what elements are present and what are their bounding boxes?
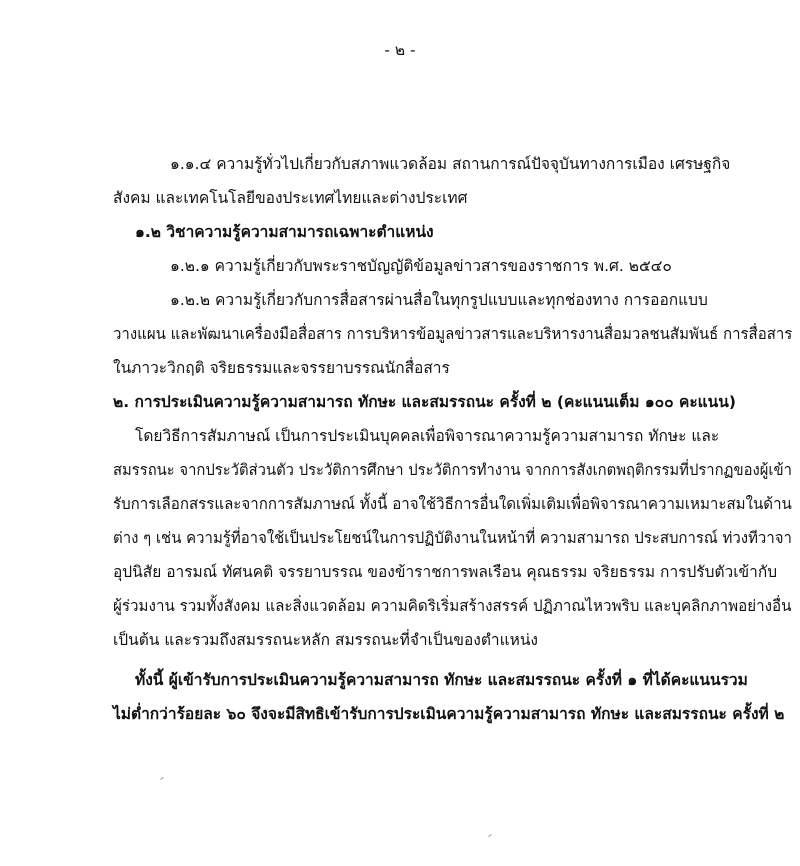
scan-speck xyxy=(160,777,164,780)
paragraph-line-1-1-4: ๑.๑.๔ ความรู้ทั่วไปเกี่ยวกับสภาพแวดล้อม สถานการณ์ปัจจุบันทางการเมือง เศรษฐกิจ xyxy=(170,155,731,173)
paragraph-line-1-2-2-cont-1: วางแผน และพัฒนาเครื่องมือสื่อสาร การบริหารข้อมูลข่าวสารและบริหารงานสื่อมวลชนสัมพันธ์ การสื่อสาร xyxy=(113,325,793,343)
scan-speck xyxy=(488,834,492,837)
section-heading-1-2: ๑.๒ วิชาความรู้ความสามารถเฉพาะตำแหน่ง xyxy=(135,223,434,241)
paragraph-line-2-3: รับการเลือกสรรและจากการสัมภาษณ์ ทั้งนี้ อาจใช้วิธีการอื่นใดเพิ่มเติมเพื่อพิจารณาความเหมาะสมในด้าน xyxy=(113,495,792,513)
paragraph-line-1-2-1: ๑.๒.๑ ความรู้เกี่ยวกับพระราชบัญญัติข้อมูลข่าวสารของราชการ พ.ศ. ๒๕๔๐ xyxy=(170,257,672,275)
note-line-2: ไม่ต่ำกว่าร้อยละ ๖๐ จึงจะมีสิทธิเข้ารับการประเมินความรู้ความสามารถ ทักษะ และสมรรถนะ ครั้งที่ ๒ xyxy=(113,705,785,723)
paragraph-line-2-5: อุปนิสัย อารมณ์ ทัศนคติ จรรยาบรรณ ของข้าราชการพลเรือน คุณธรรม จริยธรรม การปรับตัวเข้ากับ xyxy=(113,563,778,581)
paragraph-line-2-7: เป็นต้น และรวมถึงสมรรถนะหลัก สมรรถนะที่จำเป็นของตำแหน่ง xyxy=(113,631,538,649)
note-line-1: ทั้งนี้ ผู้เข้ารับการประเมินความรู้ความสามารถ ทักษะ และสมรรถนะ ครั้งที่ ๑ ที่ได้คะแนนรวม xyxy=(135,671,748,689)
section-heading-2: ๒. การประเมินความรู้ความสามารถ ทักษะ และสมรรถนะ ครั้งที่ ๒ (คะแนนเต็ม ๑๐๐ คะแนน) xyxy=(113,393,736,411)
paragraph-line-1-1-4-cont: สังคม และเทคโนโลยีของประเทศไทยและต่างประเทศ xyxy=(113,189,468,207)
paragraph-line-2-2: สมรรถนะ จากประวัติส่วนตัว ประวัติการศึกษา ประวัติการทำงาน จากการสังเกตพฤติกรรมที่ปรากฏของผู้เข้า xyxy=(113,461,792,479)
paragraph-line-2-6: ผู้ร่วมงาน รวมทั้งสังคม และสิ่งแวดล้อม ความคิดริเริ่มสร้างสรรค์ ปฏิภาณไหวพริบ และบุคลิกภาพอย่างอื่น xyxy=(113,597,792,615)
paragraph-line-1-2-2: ๑.๒.๒ ความรู้เกี่ยวกับการสื่อสารผ่านสื่อในทุกรูปแบบและทุกช่องทาง การออกแบบ xyxy=(170,291,708,309)
page-number: - ๒ - xyxy=(384,41,416,59)
paragraph-line-1-2-2-cont-2: ในภาวะวิกฤติ จริยธรรมและจรรยาบรรณนักสื่อสาร xyxy=(113,359,450,377)
paragraph-line-2-1: โดยวิธีการสัมภาษณ์ เป็นการประเมินบุคคลเพื่อพิจารณาความรู้ความสามารถ ทักษะ และ xyxy=(135,427,720,445)
paragraph-line-2-4: ต่าง ๆ เช่น ความรู้ที่อาจใช้เป็นประโยชน์ในการปฏิบัติงานในหน้าที่ ความสามารถ ประสบการณ์ ท่วงทีวาจา xyxy=(113,529,792,547)
